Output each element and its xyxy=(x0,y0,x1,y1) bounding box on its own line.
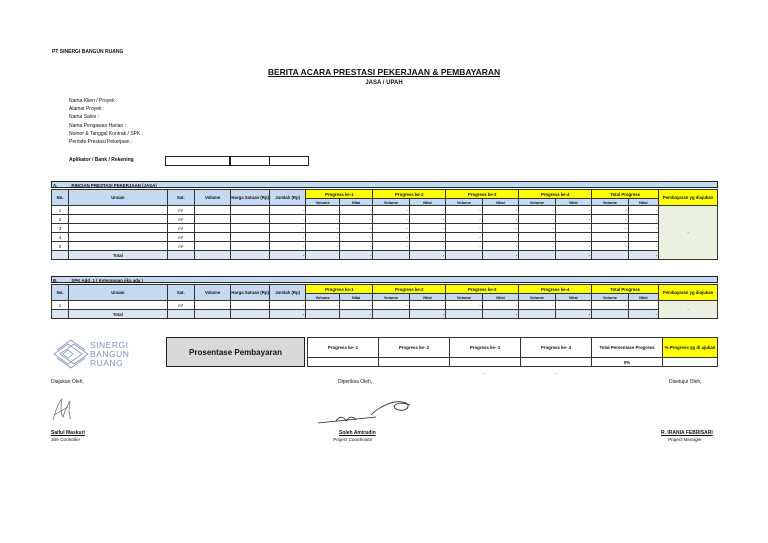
summary-progress-3: Progress ke- 3 xyxy=(450,338,521,358)
cell-value: - xyxy=(446,301,482,310)
sub-volume: Volume xyxy=(519,294,555,301)
col-volume: Volume xyxy=(194,285,230,301)
cell-value: - xyxy=(592,242,628,251)
section-a-bar xyxy=(51,181,718,188)
sub-volume: Volume xyxy=(373,294,409,301)
cell-value: - xyxy=(373,224,409,233)
table-row xyxy=(52,215,718,224)
col-uraian: Uraian xyxy=(69,285,167,301)
total-value xyxy=(167,251,194,260)
aplikator-field[interactable] xyxy=(165,156,230,166)
section-a-letter: A. xyxy=(53,183,58,188)
sub-volume: Volume xyxy=(306,294,339,301)
section-a-title: RINCIAN PRESTASI PEKERJAAN (JASA) xyxy=(71,183,157,188)
cell-input[interactable] xyxy=(194,215,230,224)
col-sat: Sat. xyxy=(167,285,194,301)
total-label: Total xyxy=(69,310,167,319)
total-value xyxy=(167,310,194,319)
col-no: No. xyxy=(52,190,69,206)
cell-no: 1 xyxy=(52,206,69,215)
cell-value: - xyxy=(519,242,555,251)
cell-no: 2 xyxy=(52,215,69,224)
cell-sat: m² xyxy=(167,242,194,251)
cell-value: - xyxy=(446,224,482,233)
cell-value: - xyxy=(339,301,372,310)
cell-value: - xyxy=(446,215,482,224)
cell-value: - xyxy=(519,215,555,224)
cell-value: - xyxy=(592,215,628,224)
cell-value: - xyxy=(555,301,591,310)
summary-value-3 xyxy=(450,358,521,367)
cell-uraian[interactable] xyxy=(69,215,167,224)
cell-value: - xyxy=(409,206,445,215)
cell-value: - xyxy=(306,215,339,224)
table-rincian xyxy=(51,189,718,260)
table-row xyxy=(52,206,718,215)
cell-value: - xyxy=(306,233,339,242)
cell-input[interactable] xyxy=(194,233,230,242)
signature-left-role: Site Controller xyxy=(51,437,81,442)
signature-right-label: Disetujui Oleh, xyxy=(669,379,702,385)
total-value xyxy=(306,251,339,260)
total-row xyxy=(52,251,718,260)
info-sales: Nama Sales : xyxy=(69,114,100,121)
cell-value: - xyxy=(306,242,339,251)
cell-value: - xyxy=(373,242,409,251)
cell-input[interactable] xyxy=(231,233,270,242)
cell-value: - xyxy=(409,224,445,233)
sub-nilai: Nilai xyxy=(628,294,658,301)
cell-value: - xyxy=(519,301,555,310)
aplikator-fields xyxy=(166,156,309,166)
cell-value: - xyxy=(373,215,409,224)
signature-center-mark xyxy=(316,395,416,427)
cell-pembayaran: - xyxy=(659,301,718,319)
cell-value: - xyxy=(339,224,372,233)
cell-input[interactable] xyxy=(194,301,230,310)
cell-pembayaran: - xyxy=(659,206,718,260)
total-value: - xyxy=(482,251,518,260)
cell-sat: m² xyxy=(167,301,194,310)
col-no: No. xyxy=(52,285,69,301)
cell-value: - xyxy=(306,301,339,310)
cell-value: - xyxy=(373,206,409,215)
cell-value: - xyxy=(628,233,658,242)
total-value: - xyxy=(269,310,305,319)
cell-value: - xyxy=(339,233,372,242)
document-subtitle: JASA / UPAH xyxy=(365,80,403,86)
cell-value: - xyxy=(628,224,658,233)
total-value: - xyxy=(339,310,372,319)
cell-value: - xyxy=(592,224,628,233)
cell-sat: m² xyxy=(167,215,194,224)
summary-value-2 xyxy=(379,358,450,367)
total-value xyxy=(373,251,409,260)
cell-value: - xyxy=(519,233,555,242)
summary-percent-total: 0% xyxy=(592,358,663,367)
table-row xyxy=(52,233,718,242)
cell-value: - xyxy=(628,301,658,310)
table-row xyxy=(52,301,718,310)
progress-summary-table xyxy=(307,337,718,367)
cell-no: 3 xyxy=(52,224,69,233)
cell-value: - xyxy=(482,301,518,310)
total-cell xyxy=(52,310,69,319)
dot-mark: . xyxy=(484,370,486,376)
cell-input[interactable] xyxy=(194,206,230,215)
summary-total-persentase: Total Persentase Progress xyxy=(592,338,663,358)
col-total-progress: Total Progress xyxy=(592,190,659,199)
signature-left-mark xyxy=(48,395,78,423)
cell-value: - xyxy=(519,206,555,215)
cell-uraian[interactable] xyxy=(69,233,167,242)
info-supervisor: Nama Pengawas Harian : xyxy=(69,122,126,129)
col-progress-3: Progress ke-3 xyxy=(446,285,519,294)
bank-field[interactable] xyxy=(230,156,270,166)
signature-right-name: R. IRANIA FEBRISARI xyxy=(661,430,713,436)
col-pembayaran: Pembayaran yg diajukan xyxy=(659,190,718,206)
sub-nilai: Nilai xyxy=(555,294,591,301)
col-volume: Volume xyxy=(194,190,230,206)
summary-value-diajukan xyxy=(663,358,718,367)
logo-line-3: RUANG xyxy=(90,358,124,368)
cell-sat: m² xyxy=(167,233,194,242)
cell-value: - xyxy=(482,233,518,242)
sub-nilai: Nilai xyxy=(555,199,591,206)
sub-volume: Volume xyxy=(306,199,339,206)
cell-value: - xyxy=(628,242,658,251)
section-b-bar xyxy=(51,276,718,283)
document-title: BERITA ACARA PRESTASI PEKERJAAN & PEMBAYARAN xyxy=(267,67,501,77)
cell-input[interactable] xyxy=(231,215,270,224)
total-value: - xyxy=(482,310,518,319)
table-row xyxy=(52,242,718,251)
cell-input[interactable] xyxy=(194,224,230,233)
cell-value: - xyxy=(555,206,591,215)
total-value xyxy=(592,310,628,319)
col-progress-2: Progress ke-2 xyxy=(373,285,446,294)
info-period: Periode Prestasi Pekerjaan : xyxy=(69,139,133,146)
col-progress-1: Progress ke-1 xyxy=(306,285,373,294)
sub-volume: Volume xyxy=(446,199,482,206)
cell-value: - xyxy=(592,233,628,242)
total-value xyxy=(519,310,555,319)
logo-line-1: SINERGI xyxy=(90,340,129,350)
cell-value: - xyxy=(373,233,409,242)
cell-value: - xyxy=(482,215,518,224)
total-value: - xyxy=(339,251,372,260)
signature-left-name: Saiful Maskuri xyxy=(51,430,85,436)
cell-uraian[interactable] xyxy=(69,206,167,215)
total-label: Total xyxy=(69,251,167,260)
col-jumlah: Jumlah (Rp) xyxy=(269,285,305,301)
sub-volume: Volume xyxy=(592,199,628,206)
total-value xyxy=(306,310,339,319)
cell-value: - xyxy=(269,233,305,242)
cell-value: - xyxy=(592,206,628,215)
sub-volume: Volume xyxy=(592,294,628,301)
col-jumlah: Jumlah (Rp) xyxy=(269,190,305,206)
sub-nilai: Nilai xyxy=(339,294,372,301)
total-value: - xyxy=(628,310,658,319)
signature-center-role: Project Coordinator xyxy=(333,437,373,442)
cell-input[interactable] xyxy=(231,206,270,215)
summary-progress-2: Progress ke- 2 xyxy=(379,338,450,358)
signature-center-name: Soleh Amirudin xyxy=(339,430,376,436)
sub-nilai: Nilai xyxy=(409,199,445,206)
sub-nilai: Nilai xyxy=(628,199,658,206)
col-progress-4: Progress ke-4 xyxy=(519,285,592,294)
info-address: Alamat Proyek : xyxy=(69,106,105,113)
summary-value-4 xyxy=(521,358,592,367)
total-value: - xyxy=(409,251,445,260)
section-b-letter: B. xyxy=(53,278,58,283)
total-value xyxy=(446,251,482,260)
cell-sat: m² xyxy=(167,206,194,215)
cell-sat: m² xyxy=(167,224,194,233)
cell-value: - xyxy=(519,224,555,233)
sub-nilai: Nilai xyxy=(409,294,445,301)
cell-value: - xyxy=(482,206,518,215)
cell-value: - xyxy=(555,242,591,251)
summary-progress-4: Progress ke- 4 xyxy=(521,338,592,358)
col-harga: Harga Satuan (Rp) xyxy=(231,190,270,206)
cell-value: - xyxy=(339,206,372,215)
col-sat: Sat. xyxy=(167,190,194,206)
cell-uraian[interactable] xyxy=(69,242,167,251)
cell-input[interactable] xyxy=(231,301,270,310)
summary-progress-1: Progress ke- 1 xyxy=(308,338,379,358)
sub-nilai: Nilai xyxy=(339,199,372,206)
signature-right-role: Project Manager xyxy=(668,437,702,442)
table-row xyxy=(52,224,718,233)
cell-value: - xyxy=(269,206,305,215)
cell-value: - xyxy=(269,224,305,233)
cell-input[interactable] xyxy=(231,224,270,233)
sub-nilai: Nilai xyxy=(482,199,518,206)
total-value xyxy=(231,251,270,260)
total-value: - xyxy=(555,251,591,260)
sub-volume: Volume xyxy=(519,199,555,206)
info-contract: Nomor & Tanggal Kontrak / SPK : xyxy=(69,130,144,137)
section-b-title: SPK Add .1 ( Keterangan jika ada ) xyxy=(71,278,143,283)
cell-no: 4 xyxy=(52,233,69,242)
cell-value: - xyxy=(269,242,305,251)
cell-uraian[interactable] xyxy=(69,224,167,233)
table-spk-add xyxy=(51,284,718,319)
cell-value: - xyxy=(306,224,339,233)
col-harga: Harga Satuan (Rp) xyxy=(231,285,270,301)
total-value xyxy=(194,251,230,260)
total-value xyxy=(373,310,409,319)
cell-value: - xyxy=(339,242,372,251)
cell-value: - xyxy=(409,301,445,310)
cell-value: - xyxy=(482,242,518,251)
cell-value: - xyxy=(409,215,445,224)
cell-value: - xyxy=(555,224,591,233)
total-value: - xyxy=(628,251,658,260)
summary-value-1 xyxy=(308,358,379,367)
cell-value: - xyxy=(628,206,658,215)
total-value xyxy=(446,310,482,319)
col-pembayaran: Pembayaran yg diajukan xyxy=(659,285,718,301)
cell-value: - xyxy=(373,301,409,310)
cell-value: - xyxy=(339,215,372,224)
total-row xyxy=(52,310,718,319)
cell-value: - xyxy=(306,206,339,215)
aplikator-label: Aplikator / Bank / Rekening xyxy=(69,157,134,163)
sub-volume: Volume xyxy=(373,199,409,206)
total-value: - xyxy=(409,310,445,319)
col-progress-1: Progress ke-1 xyxy=(306,190,373,199)
cell-value: - xyxy=(482,224,518,233)
prosentase-pembayaran-label: Prosentase Pembayaran xyxy=(166,337,305,367)
logo-line-2: BANGUN xyxy=(90,349,130,359)
summary-progress-diajukan: % Progress yg di ajukan xyxy=(663,338,718,358)
total-value xyxy=(194,310,230,319)
rekening-field[interactable] xyxy=(269,156,309,166)
col-progress-3: Progress ke-3 xyxy=(446,190,519,199)
col-uraian: Uraian xyxy=(69,190,167,206)
signature-left-label: Diajukan Oleh, xyxy=(51,379,84,385)
total-value: - xyxy=(555,310,591,319)
company-logo xyxy=(52,338,138,370)
sub-nilai: Nilai xyxy=(482,294,518,301)
cell-value: - xyxy=(269,215,305,224)
signature-center-label: Diperiksa Oleh, xyxy=(338,379,373,385)
cell-value: - xyxy=(446,206,482,215)
total-value xyxy=(592,251,628,260)
total-value xyxy=(519,251,555,260)
dot-mark: . xyxy=(555,370,557,376)
col-progress-2: Progress ke-2 xyxy=(373,190,446,199)
cell-value: - xyxy=(446,233,482,242)
cell-no: 5 xyxy=(52,242,69,251)
total-value xyxy=(231,310,270,319)
cell-value: - xyxy=(409,233,445,242)
cell-uraian[interactable] xyxy=(69,301,167,310)
cell-value: - xyxy=(446,242,482,251)
col-progress-4: Progress ke-4 xyxy=(519,190,592,199)
cell-input[interactable] xyxy=(194,242,230,251)
sub-volume: Volume xyxy=(446,294,482,301)
cell-value: - xyxy=(409,242,445,251)
cell-value: - xyxy=(628,215,658,224)
cell-value: - xyxy=(269,301,305,310)
info-fields xyxy=(69,97,143,146)
company-name: PT SINERGI BANGUN RUANG xyxy=(52,49,124,55)
total-value: - xyxy=(269,251,305,260)
info-client: Nama Klien / Proyek : xyxy=(69,98,118,104)
cell-value: - xyxy=(592,301,628,310)
cell-value: - xyxy=(555,233,591,242)
cell-value: - xyxy=(555,215,591,224)
col-total-progress: Total Progress xyxy=(592,285,659,294)
total-cell xyxy=(52,251,69,260)
cell-no: 1 xyxy=(52,301,69,310)
cell-input[interactable] xyxy=(231,242,270,251)
